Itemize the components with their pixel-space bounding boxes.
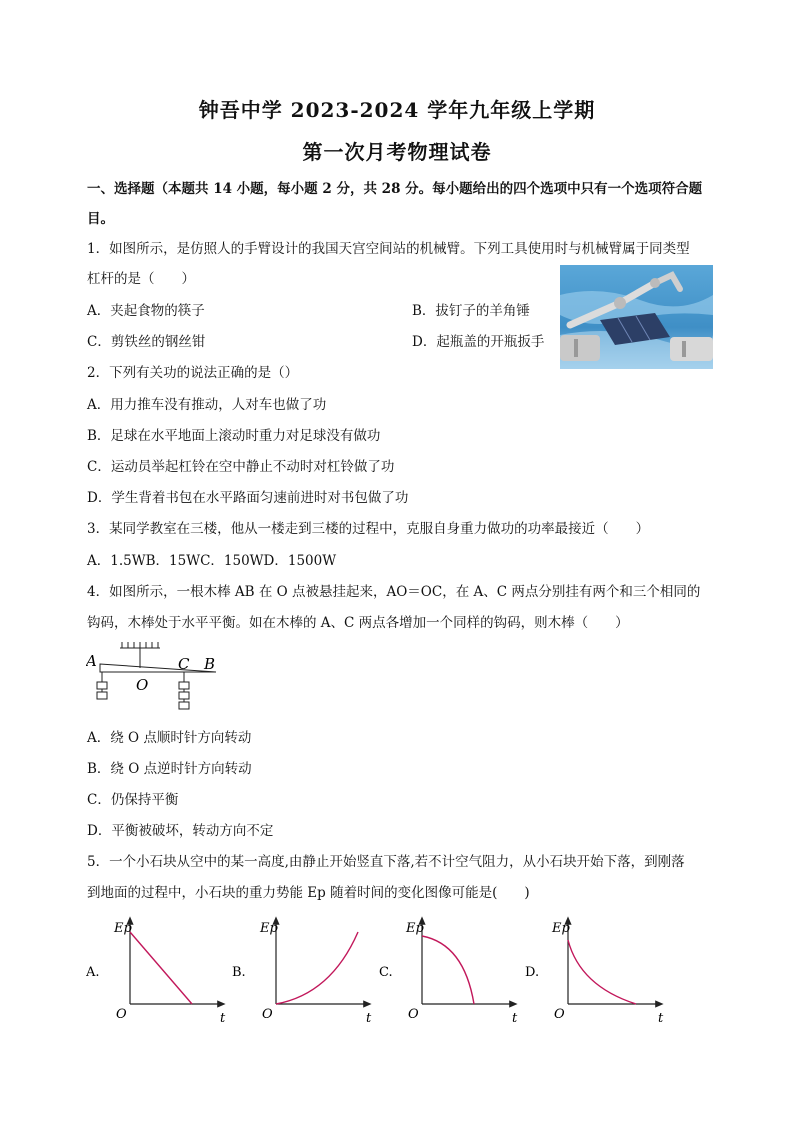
- graph-b-origin: O: [262, 1007, 273, 1022]
- graph-a-ylabel: Ep: [114, 921, 132, 936]
- q4-option-b: B．绕 O 点逆时针方向转动: [87, 761, 252, 777]
- graph-d-ylabel: Ep: [552, 921, 570, 936]
- graph-b-ylabel: Ep: [260, 921, 278, 936]
- graph-a-xlabel: t: [220, 1011, 226, 1026]
- graph-a-origin: O: [116, 1007, 127, 1022]
- graph-c: [379, 920, 518, 1026]
- q3-stem: 3．某同学教室在三楼，他从一楼走到三楼的过程中，克服自身重力做功的功率最接近（ ）: [87, 521, 650, 537]
- q4-option-a: A．绕 O 点顺时针方向转动: [87, 730, 252, 746]
- label-b: B: [204, 655, 216, 673]
- graph-b: [232, 920, 372, 1026]
- q3-options: A．1.5WB．15WC．150WD．1500W: [87, 553, 337, 569]
- lever-diagram: [86, 642, 226, 716]
- graph-c-origin: O: [408, 1007, 419, 1022]
- q4-option-c: C．仍保持平衡: [87, 792, 179, 808]
- section-heading-cont: 目。: [87, 211, 114, 227]
- q2-stem: 2．下列有关功的说法正确的是（）: [87, 365, 299, 381]
- graph-a-label: A.: [86, 965, 100, 980]
- graph-d-xlabel: t: [658, 1011, 664, 1026]
- q2-option-a: A．用力推车没有推动，人对车也做了功: [87, 397, 327, 413]
- graph-b-label: B.: [232, 965, 246, 980]
- label-o: O: [136, 676, 149, 694]
- label-c: C: [178, 655, 190, 673]
- q4-stem-cont: 钩码，木棒处于水平平衡。如在木棒的 A、C 两点各增加一个同样的钩码，则木棒（ ）: [87, 615, 629, 631]
- graph-a: [86, 920, 226, 1026]
- graph-d-label: D.: [525, 965, 540, 980]
- q1-stem-cont: 杠杆的是（ ）: [87, 271, 195, 287]
- q4-stem: 4．如图所示，一根木棒 AB 在 O 点被悬挂起来，AO＝OC，在 A、C 两点分别挂有两个和三个相同的: [87, 584, 701, 600]
- q2-option-d: D．学生背着书包在水平路面匀速前进时对书包做了功: [87, 490, 409, 506]
- q1-option-c: C．剪铁丝的钢丝钳: [87, 334, 206, 350]
- q2-option-b: B．足球在水平地面上滚动时重力对足球没有做功: [87, 428, 381, 444]
- q4-option-d: D．平衡被破坏，转动方向不定: [87, 823, 274, 839]
- exam-title-line1: 钟吾中学 2023-2024 学年九年级上学期: [198, 98, 596, 122]
- label-a: A: [86, 652, 97, 670]
- q5-stem-cont: 到地面的过程中，小石块的重力势能 Ep 随着时间的变化图像可能是( ): [87, 885, 530, 901]
- graph-b-xlabel: t: [366, 1011, 372, 1026]
- graph-d-origin: O: [554, 1007, 565, 1022]
- exam-title-line2: 第一次月考物理试卷: [302, 140, 492, 164]
- robotic-arm-image: [560, 265, 713, 369]
- q5-stem: 5．一个小石块从空中的某一高度,由静止开始竖直下落,若不计空气阻力，从小石块开始下落，到刚落: [87, 854, 685, 870]
- graph-c-label: C.: [379, 965, 393, 980]
- section-heading: 一、选择题（本题共 14 小题，每小题 2 分，共 28 分。每小题给出的四个选项中只有一个选项符合题: [87, 181, 703, 197]
- q2-option-c: C．运动员举起杠铃在空中静止不动时对杠铃做了功: [87, 459, 395, 475]
- q5-graphs: [86, 914, 706, 1029]
- graph-d: [525, 920, 664, 1026]
- q1-option-d: D．起瓶盖的开瓶扳手: [412, 334, 545, 350]
- q1-option-a: A．夹起食物的筷子: [87, 303, 205, 319]
- graph-c-xlabel: t: [512, 1011, 518, 1026]
- q1-stem: 1．如图所示，是仿照人的手臂设计的我国天宫空间站的机械臂。下列工具使用时与机械臂属于同类型: [87, 241, 690, 257]
- q1-option-b: B．拔钉子的羊角锤: [412, 303, 530, 319]
- graph-c-ylabel: Ep: [406, 921, 424, 936]
